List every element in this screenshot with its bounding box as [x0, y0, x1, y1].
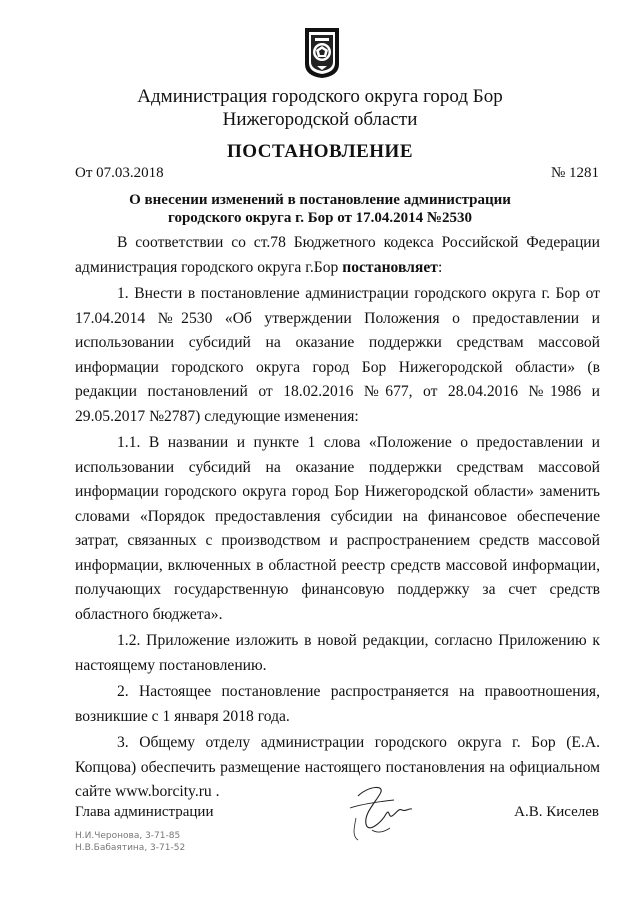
paragraph-3: 3. Общему отделу администрации городского округа г. Бор (Е.А. Копцова) обеспечить размещение настоящего постановления на официальном сайте www.borcity.ru .: [75, 734, 600, 800]
signatory-name: А.В. Киселев: [514, 804, 599, 820]
coat-of-arms-icon: [302, 26, 342, 80]
document-date: От 07.03.2018: [75, 165, 164, 181]
document-subject-line2: городского округа г. Бор от 17.04.2014 №2530: [168, 210, 472, 226]
document-body: [75, 231, 600, 807]
paragraph-1-1: 1.1. В названии и пункте 1 слова «Положение о предоставлении и использовании субсидий на оказание поддержки средствам массовой информации городского округа город Бор Нижегородской области» заменить словами «Порядок предоставления субсидии на финансовое обеспечение затрат, связанных с производством и распространением средств массовой информации, включенных в областной реестр средств массовой информации, получающих государственную финансовую поддержку за счет средств областного бюджета».: [75, 434, 600, 623]
executor-1: Н.И.Черонова, 3-71-85: [75, 831, 181, 841]
preamble-resolves: постановляет: [342, 258, 438, 276]
executor-2: Н.В.Бабаятина, 3-71-52: [75, 843, 186, 853]
handwritten-signature: [328, 778, 428, 848]
paragraph-2: 2. Настоящее постановление распространяется на правоотношения, возникшие с 1 января 2018 года.: [75, 683, 600, 725]
preamble-end: :: [437, 258, 443, 276]
paragraph-1: 1. Внести в постановление администрации городского округа г. Бор от 17.04.2014 №2530 «Об утверждении Положения о предоставлении и использовании субсидий на оказание поддержки средствам массовой информации городского округа город Бор Нижегородской области» (в редакции постановлений от 18.02.2016 №677, от 28.04.2016 №1986 и 29.05.2017 №2787) следующие изменения:: [75, 285, 600, 425]
paragraph-1-2: 1.2. Приложение изложить в новой редакции, согласно Приложению к настоящему постановлению.: [75, 632, 600, 674]
document-type: ПОСТАНОВЛЕНИЕ: [226, 141, 414, 162]
document-subject-line1: О внесении изменений в постановление администрации: [129, 192, 511, 208]
preamble-paragraph: [75, 231, 600, 282]
document-number: № 1281: [550, 165, 599, 181]
signatory-title: Глава администрации: [75, 804, 214, 820]
organization-name: Администрация городского округа город Бор: [137, 86, 503, 107]
organization-region: Нижегородской области: [222, 109, 418, 130]
preamble-text: В соответствии со ст.78 Бюджетного кодекса Российской Федерации администрация городского округа г.Бор: [75, 234, 600, 276]
